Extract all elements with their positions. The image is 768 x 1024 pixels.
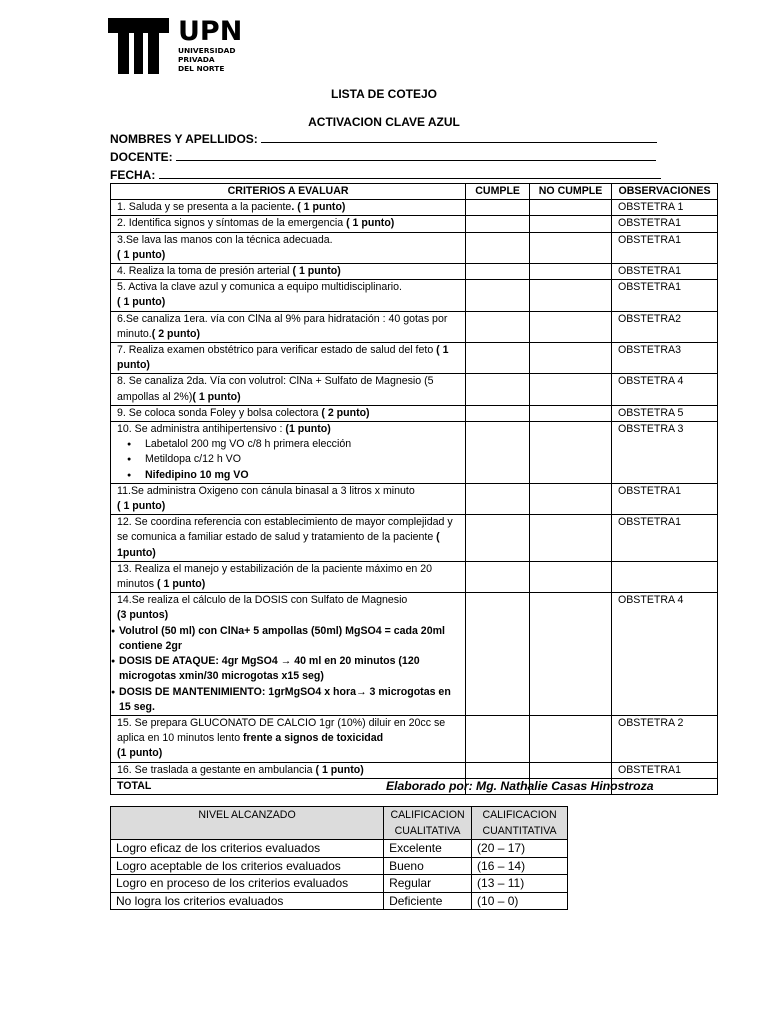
list-item: ● Nifedipino 10 mg VO [117,468,459,483]
table-row [111,232,718,263]
cumple-cell[interactable] [466,593,530,716]
no-cumple-cell[interactable] [530,593,612,716]
document-title: LISTA DE COTEJO [330,87,437,101]
criterion-text: 3.Se lava las manos con la técnica adecuada. [117,233,333,246]
observation-cell: OBSTETRA2 [612,311,718,342]
cumple-cell[interactable] [466,216,530,232]
observation-cell: OBSTETRA1 [612,280,718,311]
criterion-points: ( 1 punto) [117,344,449,372]
criterion-points: ( 1 punto) [117,296,166,309]
col-header-qualitative: CALIFICACION CUALITATIVA [384,807,472,840]
qualitative-cell: Excelente [384,840,472,858]
col-header-observaciones: OBSERVACIONES [612,184,718,200]
observation-cell: OBSTETRA1 [612,216,718,232]
date-label: FECHA: [110,168,156,182]
observation-cell [612,561,718,592]
level-cell: Logro aceptable de los criterios evaluados [111,857,384,875]
author-credit: Elaborado por: Mg. Nathalie Casas Hinostroza [386,779,654,793]
criterion-text: 15. Se prepara GLUCONATO DE CALCIO 1gr (10%) diluir en 20cc se aplica en 10 minutos lento [117,716,446,745]
col-header-cumple: CUMPLE [466,184,530,200]
logo-line-3: DEL NORTE [178,64,225,73]
qualitative-cell: Bueno [384,857,472,875]
list-item: ● Metildopa c/12 h VO [117,452,459,467]
observation-cell: OBSTETRA1 [612,483,718,514]
quantitative-cell: (16 – 14) [472,857,568,875]
no-cumple-cell[interactable] [530,422,612,484]
cumple-cell[interactable] [466,515,530,562]
criterion-text: 6.Se canaliza 1era. vía con ClNa al 9% para hidratación : 40 gotas por minuto. [117,312,448,340]
criterion-text: 2. Identifica signos y síntomas de la emergencia [117,217,347,230]
criterion-text: 8. Se canaliza 2da. Vía con volutrol: ClNa + Sulfato de Magnesio (5 ampollas al 2%) [117,375,434,403]
cumple-cell[interactable] [466,200,530,216]
table-row [111,762,718,778]
no-cumple-cell[interactable] [530,762,612,778]
quantitative-cell: (13 – 11) [472,875,568,893]
names-field [110,131,657,146]
criterion-points: ( 1 punto) [117,248,166,261]
criterion-text: 11.Se administra Oxigeno con cánula binasal a 3 litros x minuto [117,484,415,497]
quantitative-cell: (10 – 0) [472,892,568,910]
criterion-text: 7. Realiza examen obstétrico para verificar estado de salud del feto [117,344,437,357]
cumple-cell[interactable] [466,405,530,421]
observation-cell: OBSTETRA3 [612,343,718,374]
observation-cell: OBSTETRA 1 [612,200,718,216]
quantitative-cell: (20 – 17) [472,840,568,858]
criterion-text: 1. Saluda y se presenta a la paciente [117,201,292,214]
criterion-cell [111,374,466,405]
criterion-text: 14.Se realiza el cálculo de la DOSIS con Sulfato de Magnesio [117,594,408,607]
logo-line-2: PRIVADA [178,55,215,64]
table-row [111,840,568,858]
table-row [111,374,718,405]
criterion-cell [111,343,466,374]
observation-cell: OBSTETRA 2 [612,715,718,762]
criterion-points: ( 1 punto) [346,217,395,230]
table-row [111,200,718,216]
criterion-points: (1 punto) [285,423,331,436]
criterion-points: (1 punto) [117,747,163,760]
criterion-text: 4. Realiza la toma de presión arterial [117,265,293,278]
table-row [111,515,718,562]
criterion-text: 5. Activa la clave azul y comunica a equipo multidisciplinario. [117,281,402,294]
observation-cell: OBSTETRA1 [612,762,718,778]
cumple-cell[interactable] [466,264,530,280]
criterion-text: 16. Se traslada a gestante en ambulancia [117,763,316,776]
criterion-points: . ( 1 punto) [291,201,346,214]
checklist-table [110,183,718,795]
criterion-points: (3 puntos) [117,609,169,622]
col-header-level: NIVEL ALCANZADO [111,807,384,840]
table-row [111,593,718,716]
no-cumple-cell[interactable] [530,343,612,374]
observation-cell: OBSTETRA1 [612,232,718,263]
cumple-cell[interactable] [466,715,530,762]
level-cell: Logro en proceso de los criterios evaluados [111,875,384,893]
observation-cell: OBSTETRA 3 [612,422,718,484]
observation-cell: OBSTETRA1 [612,264,718,280]
qualitative-cell: Regular [384,875,472,893]
criterion-cell [111,515,466,562]
criterion-cell [111,232,466,263]
criterion-text: 13. Realiza el manejo y estabilización de la paciente máximo en 20 minutos [117,562,433,591]
criterion-cell [111,593,466,716]
no-cumple-cell[interactable] [530,311,612,342]
qualitative-cell: Deficiente [384,892,472,910]
col-header-quantitative: CALIFICACION CUANTITATIVA [472,807,568,840]
date-input-line[interactable] [159,167,661,179]
table-row [111,561,718,592]
names-label: NOMBRES Y APELLIDOS: [110,132,258,146]
table-row [111,216,718,232]
cumple-cell[interactable] [466,762,530,778]
logo-line-1: UNIVERSIDAD [178,46,236,55]
observation-cell: OBSTETRA1 [612,515,718,562]
cumple-cell[interactable] [466,374,530,405]
table-row [111,875,568,893]
table-row [111,892,568,910]
criterion-points: ( 1 punto) [192,390,241,403]
upn-emblem-icon [108,18,170,74]
no-cumple-cell[interactable] [530,715,612,762]
list-item: ● DOSIS DE MANTENIMIENTO: 1grMgSO4 x hora→ 3 microgotas en 15 seg. [111,685,459,715]
criterion-cell [111,311,466,342]
table-row [111,343,718,374]
criterion-cell [111,264,466,280]
criterion-text: 9. Se coloca sonda Foley y bolsa colectora [117,406,322,419]
cumple-cell[interactable] [466,280,530,311]
teacher-input-line[interactable] [176,149,656,161]
no-cumple-cell[interactable] [530,216,612,232]
logo-subtitle [178,46,235,73]
col-header-criteria: CRITERIOS A EVALUAR [111,184,466,200]
no-cumple-cell[interactable] [530,561,612,592]
criterion-cell [111,762,466,778]
criterion-cell [111,422,466,484]
observation-cell: OBSTETRA 4 [612,593,718,716]
criterion-cell [111,200,466,216]
grading-scale-table [110,806,568,910]
table-row [111,264,718,280]
col-header-no-cumple: NO CUMPLE [530,184,612,200]
no-cumple-cell[interactable] [530,200,612,216]
table-row [111,857,568,875]
table-row [111,280,718,311]
no-cumple-cell[interactable] [530,405,612,421]
date-field [110,167,661,182]
teacher-field [110,149,656,164]
table-row [111,311,718,342]
criterion-points: ( 1punto) [117,531,440,559]
criterion-cell [111,216,466,232]
criterion-text: 10. Se administra antihipertensivo : [117,423,286,436]
no-cumple-cell[interactable] [530,515,612,562]
criterion-cell [111,280,466,311]
no-cumple-cell[interactable] [530,374,612,405]
criterion-points: ( 1 punto) [292,265,341,278]
table-header-row [111,184,718,200]
total-label: TOTAL [111,778,466,794]
upn-logo [108,18,258,76]
teacher-label: DOCENTE: [110,150,173,164]
criterion-points: ( 1 punto) [157,578,206,591]
criterion-cell [111,715,466,762]
no-cumple-cell[interactable] [530,264,612,280]
criterion-points: ( 2 punto) [151,327,200,340]
no-cumple-cell[interactable] [530,232,612,263]
observation-cell: OBSTETRA 5 [612,405,718,421]
table-row [111,483,718,514]
level-cell: Logro eficaz de los criterios evaluados [111,840,384,858]
observation-cell: OBSTETRA 4 [612,374,718,405]
criterion-emphasis: frente a signos de toxicidad [243,732,384,745]
list-item: ● DOSIS DE ATAQUE: 4gr MgSO4 → 40 ml en 20 minutos (120 microgotas xmin/30 microgotas x15 seg) [111,654,459,684]
cumple-cell[interactable] [466,311,530,342]
logo-brand: UPN [178,16,243,47]
table-row [111,715,718,762]
table-row [111,422,718,484]
level-cell: No logra los criterios evaluados [111,892,384,910]
criterion-cell [111,483,466,514]
cumple-cell[interactable] [466,422,530,484]
cumple-cell[interactable] [466,561,530,592]
list-item: ● Volutrol (50 ml) con ClNa+ 5 ampollas (50ml) MgSO4 = cada 20ml contiene 2gr [111,624,459,654]
names-input-line[interactable] [261,131,657,143]
cumple-cell[interactable] [466,232,530,263]
no-cumple-cell[interactable] [530,280,612,311]
list-item: ● Labetalol 200 mg VO c/8 h primera elección [117,437,459,452]
criterion-text: 12. Se coordina referencia con establecimiento de mayor complejidad y se comunica a familiar estado de salud y tratamiento de la paciente [117,516,453,544]
criterion-points: ( 1 punto) [117,500,166,513]
cumple-cell[interactable] [466,343,530,374]
criterion-cell [111,405,466,421]
criterion-points: ( 1 punto) [315,763,364,776]
table-row [111,405,718,421]
criterion-points: ( 2 punto) [321,406,370,419]
table-header-row [111,807,568,840]
no-cumple-cell[interactable] [530,483,612,514]
criterion-cell [111,561,466,592]
document-subtitle: ACTIVACION CLAVE AZUL [308,115,460,129]
cumple-cell[interactable] [466,483,530,514]
